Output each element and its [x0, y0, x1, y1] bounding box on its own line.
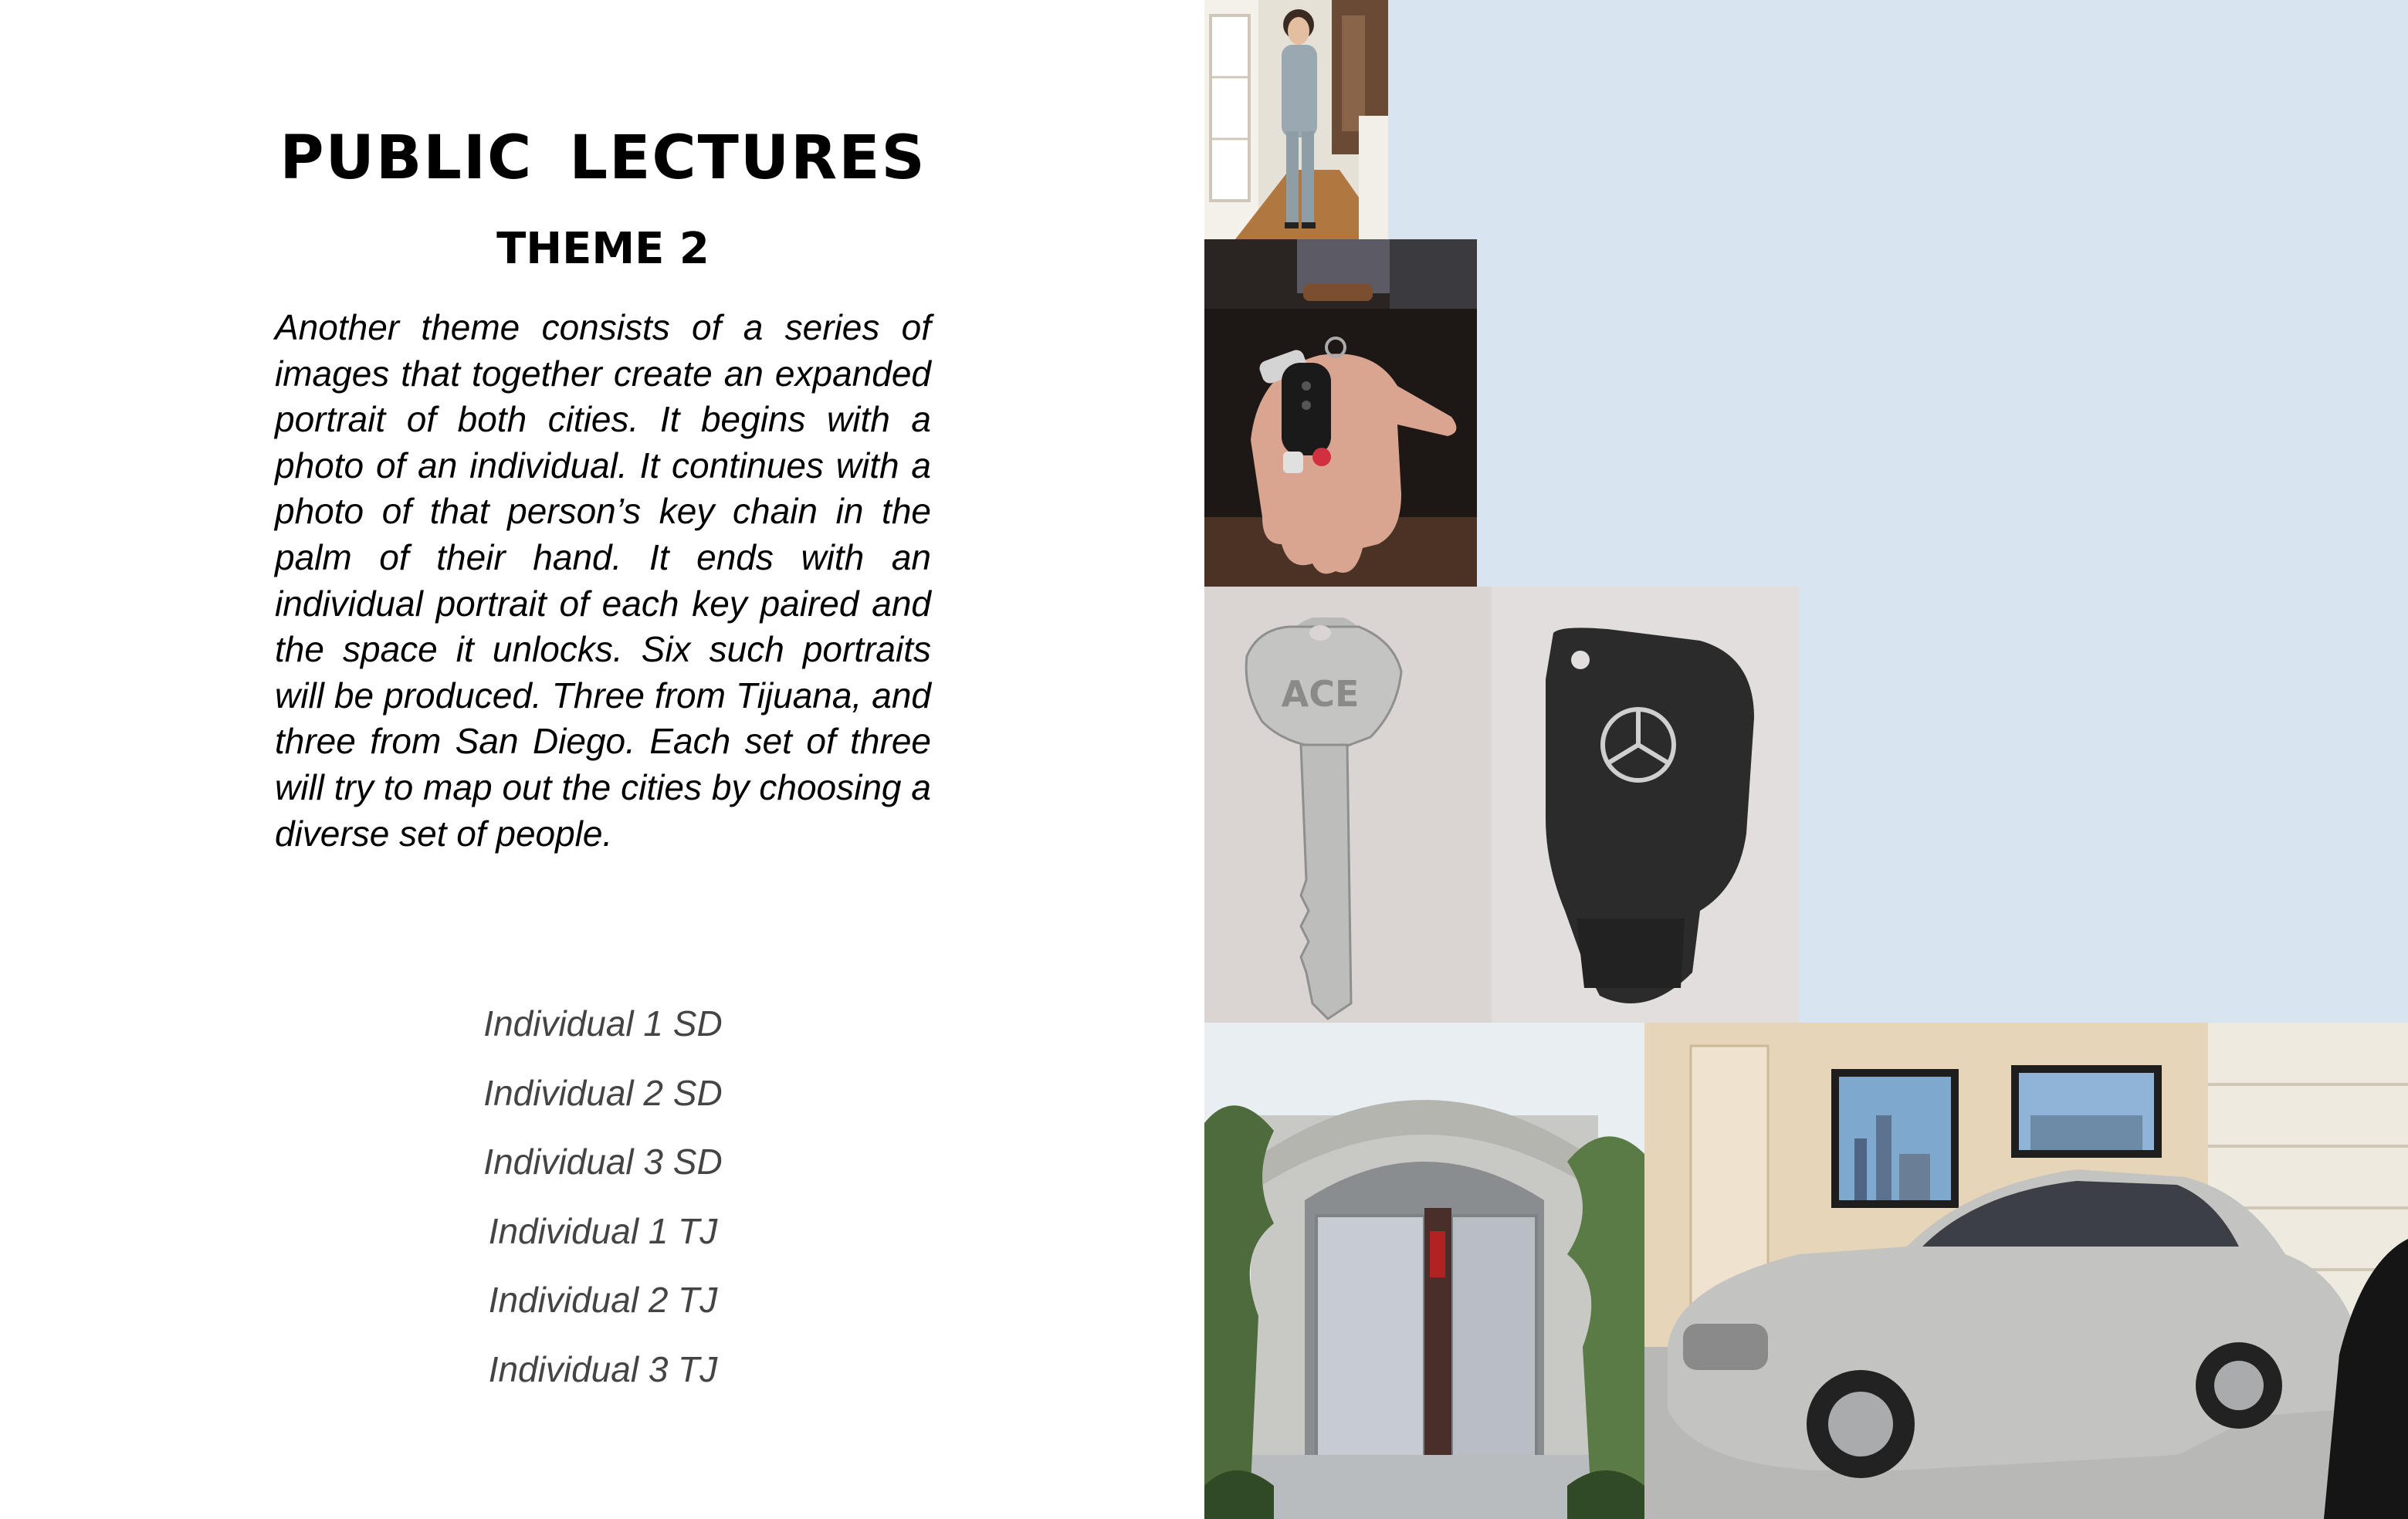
photo-collage [1204, 0, 2408, 1519]
garage-car-photo [1644, 1023, 2408, 1519]
individual-link[interactable]: Individual 1 SD [483, 1003, 723, 1044]
individual-link[interactable]: Individual 2 TJ [488, 1280, 718, 1320]
portrait-photo [1204, 0, 1388, 239]
page-subtitle: THEME 2 [496, 224, 710, 274]
individual-link[interactable]: Individual 1 TJ [488, 1210, 718, 1251]
individual-link[interactable]: Individual 3 SD [483, 1142, 723, 1182]
gate-photo [1204, 1023, 1644, 1519]
car-key-photo [1492, 587, 1799, 1023]
theme-description: Another theme consists of a series of images that together create an expanded portrait of both cities. It begins with a photo of an individual. It continues with a photo of that person’s key chain in the palm of their hand. It ends with an individual portrait of each key paired and the space it unlocks. Six such portraits will be produced. Three from Tijuana, and three from San Diego. Each set of three will try to map out the cities by choosing a diverse set of people. [275, 307, 931, 854]
page-title: PUBLIC LECTURES [279, 123, 926, 193]
individual-link[interactable]: Individual 3 TJ [488, 1348, 718, 1389]
keychain-photo [1204, 239, 1477, 587]
individual-link[interactable]: Individual 2 SD [483, 1072, 723, 1113]
individuals-list [275, 990, 931, 1404]
key-stamp-text: ACE [1281, 673, 1360, 715]
house-key-photo [1204, 587, 1492, 1023]
